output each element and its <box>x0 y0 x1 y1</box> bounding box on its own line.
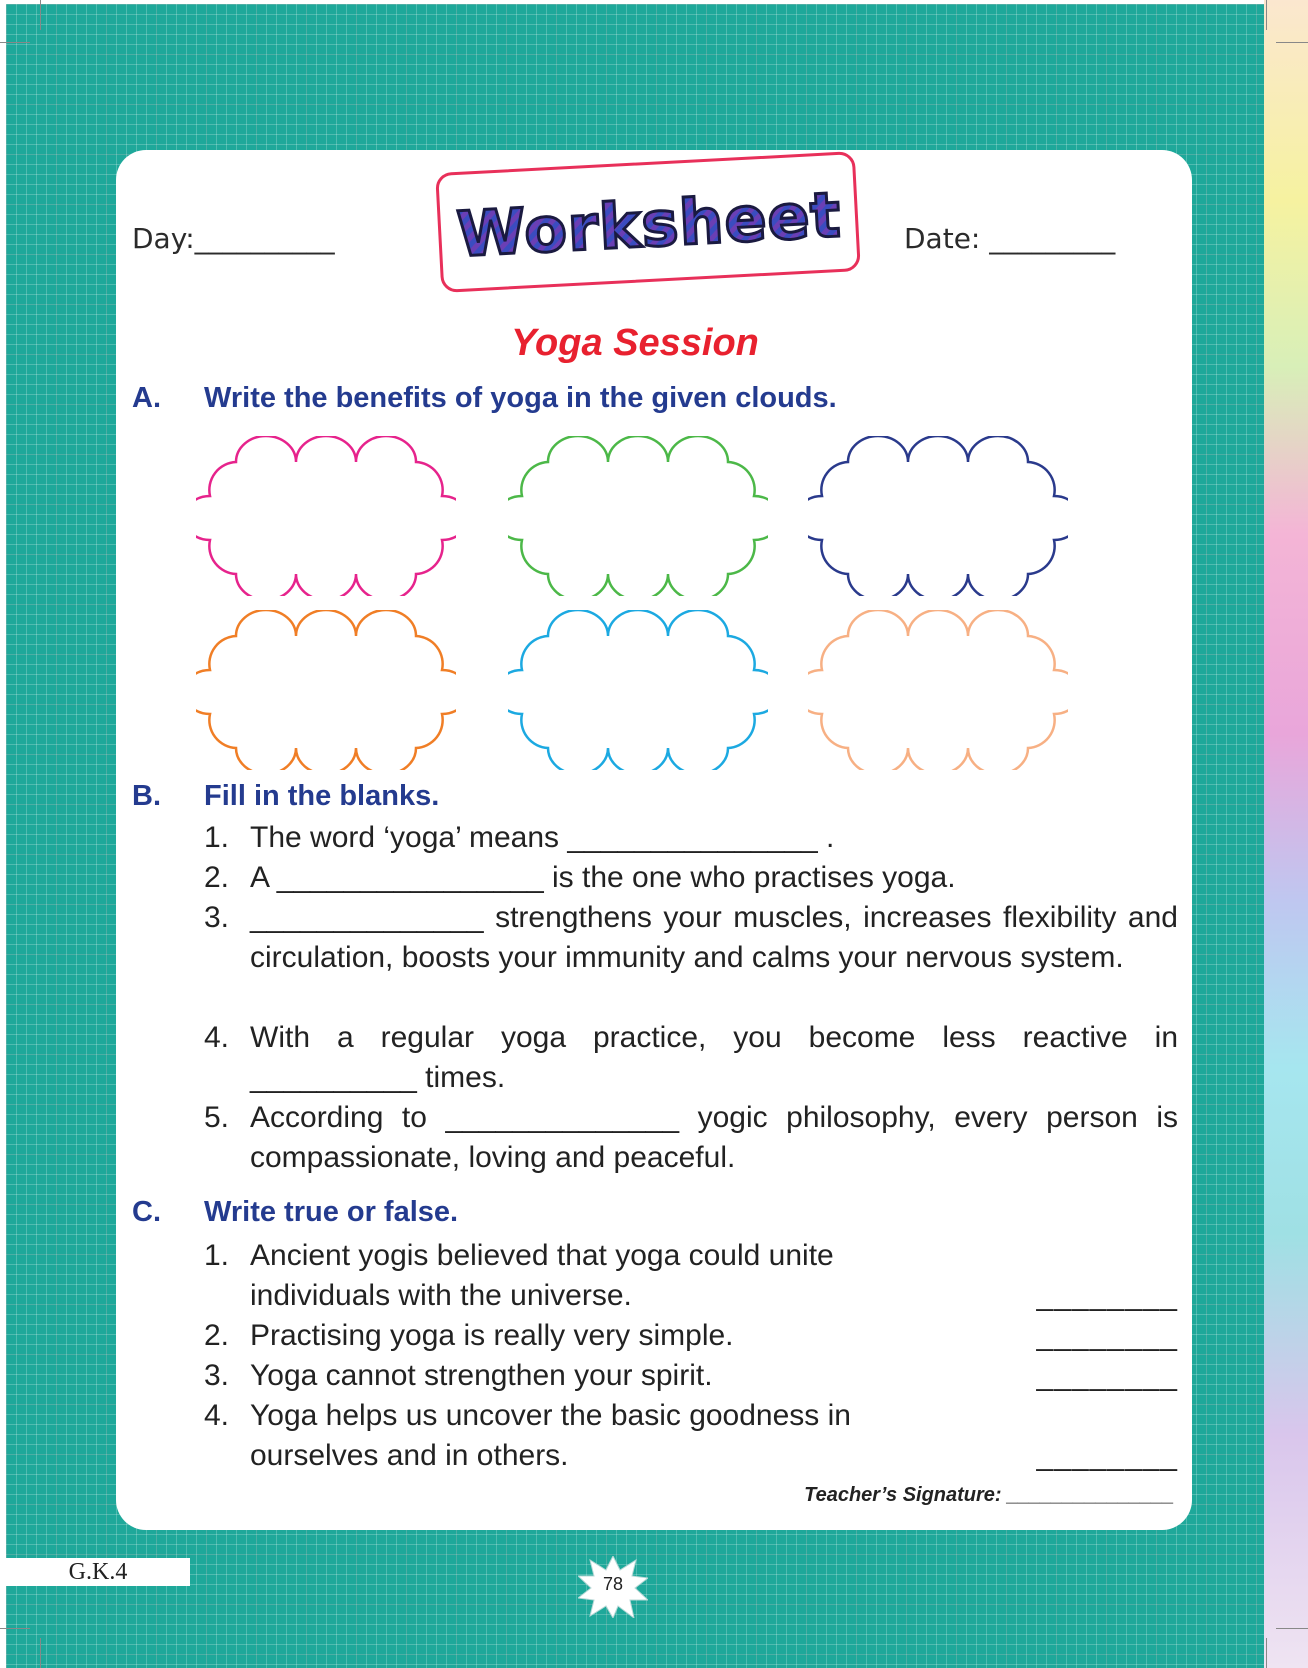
benefit-cloud[interactable] <box>196 610 456 770</box>
crop-mark <box>40 1638 41 1668</box>
answer-blank[interactable]: ________ <box>1036 1279 1178 1312</box>
fill-blank-item[interactable] <box>204 818 1178 858</box>
crop-mark <box>40 0 41 30</box>
item-text: Practising yoga is really very simple. <box>250 1319 734 1352</box>
date-field[interactable]: Date: _________ <box>904 222 1116 255</box>
crop-mark <box>1266 0 1267 30</box>
item-number: 3. <box>204 1359 230 1392</box>
benefit-cloud[interactable] <box>808 436 1068 596</box>
rainbow-edge-strip <box>1264 0 1308 1668</box>
page-title: Yoga Session <box>511 322 759 364</box>
true-false-item[interactable] <box>204 1396 1178 1476</box>
section-a-letter: A. <box>132 382 161 414</box>
item-number: 2. <box>204 861 230 894</box>
item-number: 1. <box>204 821 230 854</box>
section-a-heading: Write the benefits of yoga in the given clouds. <box>204 382 837 414</box>
section-b-heading: Fill in the blanks. <box>204 780 440 812</box>
section-c-heading: Write true or false. <box>204 1196 459 1228</box>
day-field[interactable]: Day:__________ <box>132 222 335 255</box>
item-text: A ________________ is the one who practises yoga. <box>250 861 956 894</box>
page-number: 78 <box>602 1574 624 1594</box>
clouds-grid <box>196 436 1096 776</box>
item-number: 5. <box>204 1101 230 1134</box>
benefit-cloud[interactable] <box>808 610 1068 770</box>
fill-blank-item[interactable] <box>204 898 1178 978</box>
item-number: 4. <box>204 1399 230 1432</box>
crop-mark <box>1266 1638 1267 1668</box>
true-false-item[interactable] <box>204 1236 1178 1316</box>
crop-mark <box>1276 1628 1308 1629</box>
item-text: The word ‘yoga’ means _______________ . <box>250 821 835 854</box>
item-text: Ancient yogis believed that yoga could unite individuals with the universe. <box>250 1239 834 1312</box>
answer-blank[interactable]: ________ <box>1036 1319 1178 1352</box>
item-text: ______________ strengthens your muscles, increases flexibility and circulation, boosts your immunity and calms your nervous system. <box>250 901 1178 974</box>
item-text: With a regular yoga practice, you become less reactive in __________ times. <box>250 1021 1178 1094</box>
item-text: According to ______________ yogic philosophy, every person is compassionate, loving and peaceful. <box>250 1101 1178 1174</box>
item-number: 1. <box>204 1239 230 1272</box>
fill-blank-item[interactable] <box>204 858 1178 898</box>
book-code-label: G.K.4 <box>6 1558 190 1586</box>
item-number: 2. <box>204 1319 230 1352</box>
logo-text: Worksheet <box>455 177 843 272</box>
fill-blank-item[interactable] <box>204 1018 1178 1098</box>
section-c-letter: C. <box>132 1196 161 1228</box>
item-number: 4. <box>204 1021 230 1054</box>
crop-mark <box>1276 42 1308 43</box>
teacher-signature-field[interactable]: Teacher’s Signature: _______________ <box>804 1484 1174 1506</box>
benefit-cloud[interactable] <box>508 610 768 770</box>
true-false-item[interactable] <box>204 1356 1178 1396</box>
crop-mark <box>0 1628 30 1629</box>
benefit-cloud[interactable] <box>508 436 768 596</box>
true-false-item[interactable] <box>204 1316 1178 1356</box>
crop-mark <box>0 42 30 43</box>
fill-blank-item[interactable] <box>204 1098 1178 1178</box>
item-text: Yoga helps us uncover the basic goodness in ourselves and in others. <box>250 1399 851 1472</box>
item-number: 3. <box>204 901 230 934</box>
answer-blank[interactable]: ________ <box>1036 1359 1178 1392</box>
benefit-cloud[interactable] <box>196 436 456 596</box>
answer-blank[interactable]: ________ <box>1036 1439 1178 1472</box>
section-b-letter: B. <box>132 780 161 812</box>
item-text: Yoga cannot strengthen your spirit. <box>250 1359 713 1392</box>
